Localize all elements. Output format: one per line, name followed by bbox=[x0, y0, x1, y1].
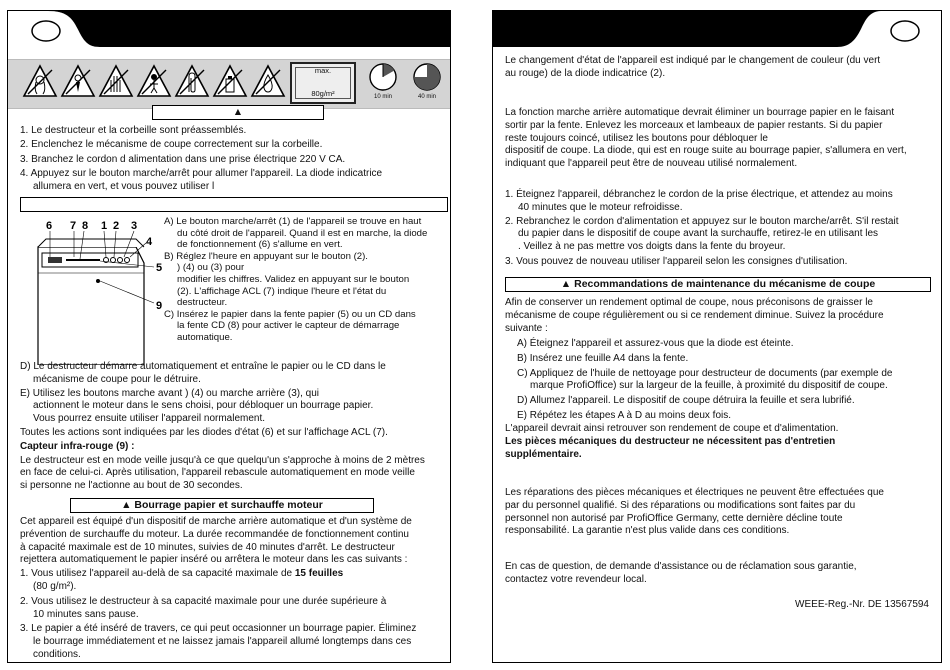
timer-on-label: 10 min bbox=[373, 94, 392, 100]
maint-bold-1: Les pièces mécaniques du destructeur ne nécessitent pas d'entretien bbox=[505, 435, 836, 447]
clock-10min-icon bbox=[368, 62, 398, 92]
operation-steps-d-e bbox=[20, 361, 425, 493]
op-line-5: ) (4) ou (3) pour bbox=[177, 262, 245, 274]
jam-case-2-cont: 10 minutes sans pause. bbox=[33, 608, 139, 620]
left-page bbox=[7, 10, 451, 663]
maintenance-heading: ▲ Recommandations de maintenance du mécanisme de coupe bbox=[505, 277, 931, 292]
contact-line-1: En cas de question, de demande d'assistance ou de réclamation sous garantie, bbox=[505, 561, 857, 572]
right-header-shape bbox=[493, 11, 942, 47]
label-2: 2 bbox=[113, 220, 120, 232]
after-line-2: mécanisme de coupe pour le détruire. bbox=[33, 373, 201, 385]
right-page bbox=[492, 10, 942, 663]
jam-case-3-cont-2: conditions. bbox=[33, 648, 81, 660]
maint-step-d: D) Allumez l'appareil. Le dispositif de coupe détruira la feuille et sera lubrifié. bbox=[517, 395, 855, 407]
button-1 bbox=[125, 258, 130, 263]
right-header-bar bbox=[493, 11, 941, 47]
repairs-line-3: personnel non autorisé par ProfiOffice Germany, cette dernière décline toute bbox=[505, 512, 843, 524]
repairs-paragraph bbox=[505, 487, 884, 538]
capacity-max-label: max. bbox=[314, 66, 332, 75]
jam-section bbox=[20, 516, 416, 662]
spray-warning-icon bbox=[212, 64, 248, 100]
jam-line-3: à capacité maximale est de 10 minutes, suivies de 40 minutes d'arrêt. Le destructeur bbox=[20, 541, 395, 553]
op-line-3: de fonctionnement (6) s'allume en vert. bbox=[177, 239, 343, 251]
run-time-badge bbox=[366, 62, 400, 106]
maintenance-intro bbox=[505, 297, 884, 335]
status-note: Toutes les actions sont indiquées par les diodes d'état (6) et sur l'affichage ACL (7). bbox=[20, 426, 388, 438]
case-1-text: 1. Vous utilisez l'appareil au-delà de sa capacité maximale de bbox=[20, 568, 295, 580]
label-5: 5 bbox=[156, 262, 163, 274]
tie-warning-icon bbox=[60, 64, 96, 100]
op-line-10: la fente CD (8) pour activer le capteur de démarrage bbox=[177, 320, 400, 332]
ir-line-3: si personne ne l'actionne au bout de 30 secondes. bbox=[20, 480, 243, 492]
reverse-line-1: La fonction marche arrière automatique devrait éliminer un bourrage papier en le faisant bbox=[505, 107, 895, 118]
liquid-warning-icon bbox=[250, 64, 286, 100]
maint-intro-1: Afin de conserver un rendement optimal de coupe, nous préconisons de graisser le bbox=[505, 297, 873, 308]
maintenance-result bbox=[505, 423, 838, 461]
contact-line-2: contactez votre revendeur local. bbox=[505, 573, 647, 585]
label-4: 4 bbox=[146, 236, 153, 248]
reverse-line-3: reste toujours coincé, utilisez les boutons pour débloquer le bbox=[505, 132, 768, 144]
setup-step-1: 1. Le destructeur et la corbeille sont préassemblés. bbox=[20, 125, 247, 136]
repairs-line-4: responsabilité. La garantie n'est plus valide dans ces conditions. bbox=[505, 525, 790, 537]
op-line-2: du côté droit de l'appareil. Quand il est en marche, la diode bbox=[177, 227, 428, 239]
jam-line-2: prévention de surchauffe du moteur. La durée recommandée de fonctionnement continu bbox=[20, 528, 409, 540]
after-line-5: Vous pourrez ensuite utiliser l'appareil normalement. bbox=[33, 413, 266, 425]
jam-line-4: rejettera automatiquement le papier inséré ou arrêtera le moteur dans les cas suivants : bbox=[20, 554, 408, 566]
jam-case-1-cont: (80 g/m²). bbox=[33, 580, 77, 592]
timer-off-label: 40 min bbox=[417, 94, 436, 100]
safety-icons-strip bbox=[8, 59, 450, 109]
child-warning-icon bbox=[136, 64, 172, 100]
op-line-9: C) Insérez le papier dans la fente papier (5) ou un CD dans bbox=[164, 308, 416, 320]
pause-time-badge bbox=[410, 62, 444, 106]
maint-intro-3: suivante : bbox=[505, 322, 548, 334]
jam-heading: ▲ Bourrage papier et surchauffe moteur bbox=[70, 498, 374, 513]
op-line-11: automatique. bbox=[177, 331, 233, 343]
ir-line-2: en face de celui-ci. Après utilisation, l'appareil rebascule automatiquement en mode veille bbox=[20, 467, 415, 479]
overheat-step-2-cont: du papier dans le dispositif de coupe avant la surchauffe, retirez-le en utilisant les bbox=[518, 228, 879, 240]
infrared-sensor bbox=[96, 279, 100, 283]
reverse-line-4: dispositif de coupe. La diode, qui est en rouge suite au bourrage papier, s'allumera en vert, bbox=[505, 145, 907, 157]
jam-case-3-cont-1: le bourrage immédiatement et ne laissez jamais l'appareil allumé longtemps dans ces bbox=[33, 636, 412, 648]
setup-step-4: 4. Appuyez sur le bouton marche/arrêt pour allumer l'appareil. La diode indicatrice bbox=[20, 167, 383, 179]
maint-intro-2: mécanisme de coupe régulièrement ou si ce rendement diminue. Suivez la procédure bbox=[505, 309, 884, 321]
overheat-step-2: 2. Rebranchez le cordon d'alimentation et appuyez sur le bouton marche/arrêt. S'il restait bbox=[505, 215, 899, 227]
label-1: 1 bbox=[101, 220, 108, 232]
weee-registration: WEEE-Reg.-Nr. DE 13567594 bbox=[795, 599, 929, 610]
hand-warning-icon bbox=[98, 64, 134, 100]
overheat-step-2-cont-2: . Veillez à ne pas mettre vos doigts dans la fente du broyeur. bbox=[518, 241, 786, 253]
button-3 bbox=[111, 258, 116, 263]
shredder-illustration bbox=[18, 217, 166, 365]
maint-bold-2: supplémentaire. bbox=[505, 448, 582, 460]
right-page-number-oval bbox=[891, 21, 919, 41]
operation-heading-box bbox=[20, 197, 448, 212]
operation-steps-a-c bbox=[164, 216, 427, 344]
op-line-6: modifier les chiffres. Validez en appuyant sur le bouton bbox=[177, 273, 410, 285]
setup-step-4-cont: allumera en vert, et vous pouvez utiliser l bbox=[33, 180, 215, 192]
case-1-bold: 15 feuilles bbox=[294, 568, 344, 580]
paperclip-warning-icon bbox=[174, 64, 210, 100]
left-page-number-oval bbox=[8, 11, 451, 47]
maint-step-c: C) Appliquez de l'huile de nettoyage pour destructeur de documents (par exemple de bbox=[517, 367, 893, 379]
ir-line-1: Le destructeur est en mode veille jusqu'à ce que quelqu'un s'approche à moins de 2 mètres bbox=[20, 454, 425, 466]
jam-case-3: 3. Le papier a été inséré de travers, ce qui peut occasionner un bourrage papier. Éliminez bbox=[20, 623, 417, 635]
reverse-line-2: sortir par la fente. Enlevez les morceaux et lambeaux de papier restants. Si du papier bbox=[505, 119, 883, 131]
shredder-diagram bbox=[18, 217, 166, 365]
overheat-step-1-cont: 40 minutes que le moteur refroidisse. bbox=[518, 201, 683, 213]
lcd-display bbox=[48, 257, 62, 263]
contact-paragraph bbox=[505, 561, 857, 587]
label-6: 6 bbox=[46, 220, 53, 232]
after-line-4: actionnent le moteur dans le sens choisi, pour débloquer un bourrage papier. bbox=[33, 400, 374, 412]
safety-heading: ▲ bbox=[152, 105, 324, 120]
setup-step-2: 2. Enclenchez le mécanisme de coupe correctement sur la corbeille. bbox=[20, 139, 323, 151]
ir-sensor-heading: Capteur infra-rouge (9) : bbox=[20, 440, 135, 452]
intro-line-2: au rouge) de la diode indicatrice (2). bbox=[505, 67, 666, 79]
overheat-step-1: 1. Éteignez l'appareil, débranchez le cordon de la prise électrique, et attendez au moins bbox=[505, 189, 893, 200]
reverse-paragraph bbox=[505, 107, 907, 171]
capacity-weight-label: 80g/m² bbox=[311, 89, 335, 98]
maint-result-line: L'appareil devrait ainsi retrouver son rendement de coupe et d'alimentation. bbox=[505, 423, 839, 434]
maintenance-steps bbox=[517, 338, 892, 423]
label-7: 7 bbox=[70, 220, 77, 232]
jam-case-1 bbox=[20, 568, 416, 581]
overheat-step-3: 3. Vous pouvez de nouveau utiliser l'appareil selon les consignes d'utilisation. bbox=[505, 255, 848, 267]
jam-case-2: 2. Vous utilisez le destructeur à sa capacité maximale pour une durée supérieure à bbox=[20, 595, 387, 607]
op-line-7: (2). L'affichage ACL (7) indique l'heure et l'état du bbox=[177, 285, 387, 297]
after-line-3: E) Utilisez les boutons marche avant ) (4) ou marche arrière (3), qui bbox=[20, 387, 320, 399]
paper-capacity-badge bbox=[290, 62, 356, 104]
button-4 bbox=[118, 258, 123, 263]
setup-steps bbox=[20, 125, 382, 193]
jam-line-1: Cet appareil est équipé d'un dispositif de marche arrière automatique et d'un système de bbox=[20, 516, 412, 527]
reverse-line-5: indiquant que l'appareil peut être de nouveau utilisé normalement. bbox=[505, 158, 798, 170]
setup-step-3: 3. Branchez le cordon d alimentation dans une prise électrique 220 V CA. bbox=[20, 153, 346, 165]
maint-step-e: E) Répétez les étapes A à D au moins deux fois. bbox=[517, 409, 732, 421]
maint-step-a: A) Éteignez l'appareil et assurez-vous que la diode est éteinte. bbox=[517, 338, 794, 349]
repairs-line-2: par du personnel qualifié. Si des réparations ou modifications sont faites par du bbox=[505, 499, 856, 511]
hair-warning-icon bbox=[22, 64, 58, 100]
status-change-note bbox=[505, 55, 880, 81]
op-line-8: destructeur. bbox=[177, 297, 228, 309]
label-3: 3 bbox=[131, 220, 138, 232]
maint-step-c-cont: marque ProfiOffice) sur la largeur de la feuille, à proximité du dispositif de coupe. bbox=[530, 380, 888, 392]
label-8: 8 bbox=[82, 220, 89, 232]
overheat-steps bbox=[505, 189, 898, 269]
maint-step-b: B) Insérez une feuille A4 dans la fente. bbox=[517, 352, 689, 364]
label-9: 9 bbox=[156, 300, 163, 312]
op-line-1: A) Le bouton marche/arrêt (1) de l'appareil se trouve en haut bbox=[164, 216, 422, 227]
left-header-bar bbox=[8, 11, 450, 47]
repairs-line-1: Les réparations des pièces mécaniques et électriques ne peuvent être effectuées que bbox=[505, 487, 884, 498]
intro-line-1: Le changement d'état de l'appareil est indiqué par le changement de couleur (du vert bbox=[505, 55, 881, 66]
op-line-4: B) Réglez l'heure en appuyant sur le bouton (2). bbox=[164, 250, 368, 262]
after-line-1: D) Le destructeur démarre automatiquement et entraîne le papier ou le CD dans le bbox=[20, 361, 386, 372]
clock-40min-icon bbox=[412, 62, 442, 92]
